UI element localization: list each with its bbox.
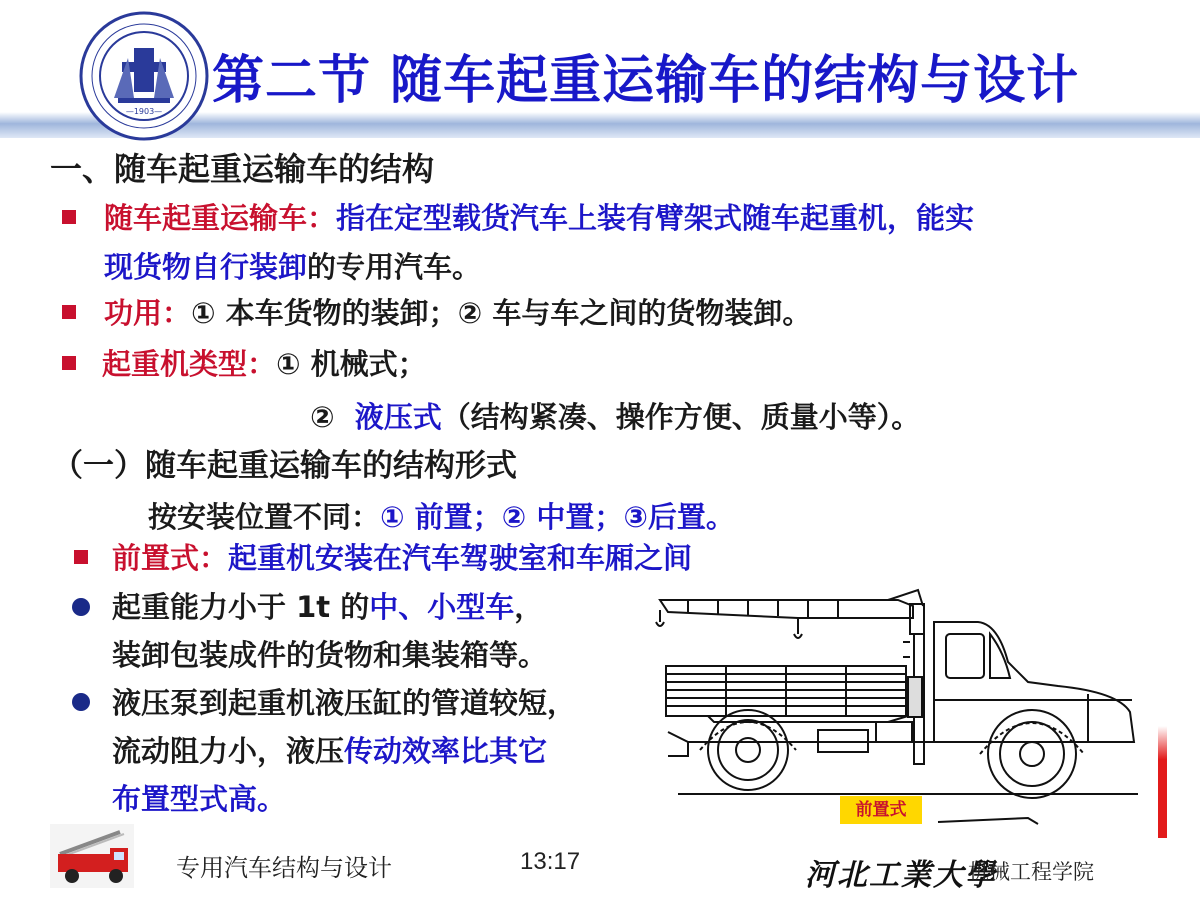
section-heading: 一、随车起重运输车的结构 <box>50 150 435 188</box>
footer-school-name: 机械工程学院 <box>968 860 1094 884</box>
point2-text-a: 流动阻力小，液压 <box>112 734 345 768</box>
svg-text:—1903—: —1903— <box>125 107 163 116</box>
definition-line-2 <box>104 248 481 286</box>
point1-line1 <box>112 588 543 626</box>
crane-type-label: 起重机类型： <box>102 347 277 381</box>
decorative-red-bar <box>1158 726 1167 838</box>
point2-highlight: 传动效率比其它 <box>344 734 548 768</box>
university-logo <box>78 10 210 142</box>
point1-text-c: ， <box>514 590 544 624</box>
definition-ending: 的专用汽车。 <box>307 250 482 284</box>
page-title: 第二节 随车起重运输车的结构与设计 <box>212 51 1080 111</box>
crane-type-hydraulic: 液压式 <box>354 400 442 434</box>
subsection-heading: （一）随车起重运输车的结构形式 <box>52 448 517 484</box>
point2-line3: 布置型式高。 <box>112 782 287 816</box>
front-mounted-label: 前置式： <box>112 541 229 575</box>
front-mounted-text: 起重机安装在汽车驾驶室和车厢之间 <box>228 541 693 575</box>
position-label: 按安装位置不同： <box>148 500 381 534</box>
footer-course-title: 专用汽车结构与设计 <box>176 855 392 882</box>
point1-line2: 装卸包装成件的货物和集装箱等。 <box>112 638 548 672</box>
point2-line2 <box>112 732 547 770</box>
bullet-dot <box>72 693 90 711</box>
function-text: ① 本车货物的装卸；② 车与车之间的货物装卸。 <box>191 296 812 330</box>
position-line <box>148 498 735 536</box>
definition-highlight: 现货物自行装卸 <box>104 250 308 284</box>
function-label: 功用： <box>104 296 192 330</box>
crane-type-mechanical: ① 机械式； <box>276 347 427 381</box>
definition-line-1 <box>104 199 974 237</box>
point2-line1: 液压泵到起重机液压缸的管道较短， <box>112 686 577 720</box>
crane-type-notes: （结构紧凑、操作方便、质量小等）。 <box>441 400 921 434</box>
front-mounted-line <box>112 539 692 577</box>
crane-type-num: ② <box>310 400 335 434</box>
point1-highlight: 中、小型车 <box>369 590 515 624</box>
crane-type-line-2 <box>310 398 920 436</box>
crane-type-line <box>102 345 427 383</box>
bullet-square <box>62 305 76 319</box>
footer-university-calligraphy: 河北工業大學 <box>805 858 997 893</box>
position-options: ① 前置；② 中置；③后置。 <box>380 500 735 534</box>
bullet-square <box>62 356 76 370</box>
function-line <box>104 294 811 332</box>
definition-label: 随车起重运输车： <box>104 201 337 235</box>
definition-text: 指在定型载货汽车上装有臂架式随车起重机，能实 <box>336 201 975 235</box>
bullet-dot <box>72 598 90 616</box>
figure-caption: 前置式 <box>840 796 922 824</box>
bullet-square <box>62 210 76 224</box>
front-crane-truck-drawing <box>648 582 1148 832</box>
footer-time: 13:17 <box>520 848 581 875</box>
point1-text-a: 起重能力小于 1t 的 <box>112 590 370 624</box>
bullet-square <box>74 550 88 564</box>
fire-truck-thumbnail <box>50 824 134 888</box>
